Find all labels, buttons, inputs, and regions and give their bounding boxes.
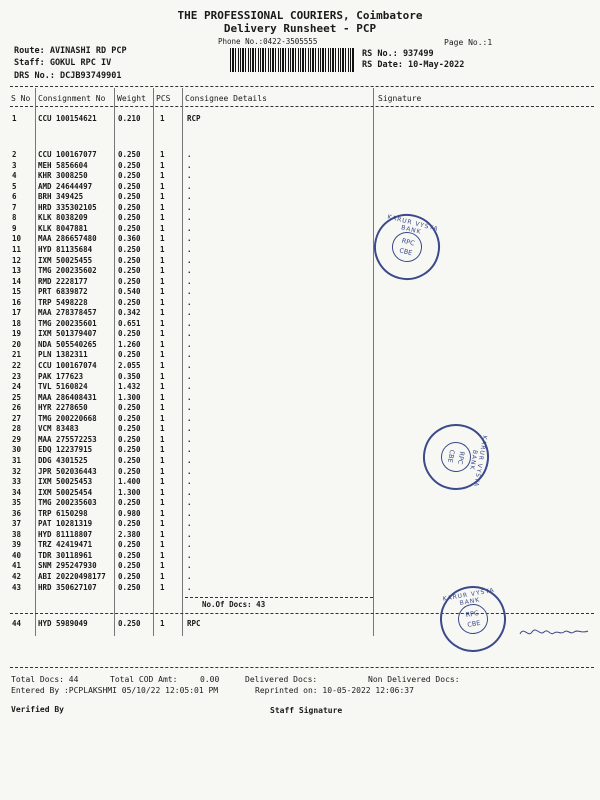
- row-det: .: [187, 297, 192, 307]
- row-pcs: 1: [160, 255, 165, 265]
- row-wt: 0.250: [118, 276, 141, 286]
- row-det: .: [187, 361, 192, 370]
- row-sno: 35: [12, 498, 22, 508]
- row-det: .: [187, 255, 192, 265]
- row-pcs: 1: [160, 455, 165, 465]
- row-pcs: 1: [160, 550, 165, 560]
- row-wt: 0.250: [118, 561, 141, 571]
- entered-by: Entered By :PCPLAKSHMI 05/10/22 12:05:01 PM: [11, 686, 219, 695]
- row-sno: 12: [12, 255, 22, 265]
- row-det: .: [187, 445, 192, 455]
- row-pcs: 1: [160, 371, 165, 381]
- row-wt: 0.210: [118, 114, 141, 123]
- row-sno: 41: [12, 561, 22, 571]
- row-sno: 6: [12, 192, 17, 202]
- row-pcs: 1: [160, 572, 165, 581]
- row-det: .: [187, 192, 192, 202]
- row-sno: 22: [12, 361, 22, 370]
- row-det: .: [187, 213, 192, 223]
- row-sno: 9: [12, 223, 17, 233]
- stamp-line2: CBE: [398, 246, 414, 258]
- row-sno: 18: [12, 318, 22, 328]
- row-det: .: [187, 434, 192, 444]
- row-sno: 25: [12, 392, 22, 402]
- row-cn: HYR 2278650: [38, 403, 88, 413]
- last-row-divider: [10, 613, 594, 614]
- row-sno: 28: [12, 424, 22, 434]
- row-pcs: 1: [160, 487, 165, 497]
- row-sno: 39: [12, 540, 22, 550]
- stamp-line1: RPC: [465, 609, 480, 620]
- row-det: .: [187, 160, 192, 170]
- row-pcs: 1: [160, 561, 165, 571]
- column-line: [35, 88, 36, 636]
- row-pcs: 1: [160, 339, 165, 349]
- company-title: THE PROFESSIONAL COURIERS, Coimbatore: [177, 9, 423, 22]
- row-cn: PRT 6839872: [38, 287, 88, 297]
- row-cn: IXM 50025454: [38, 487, 93, 497]
- row-wt: 0.250: [118, 181, 141, 191]
- row-det: .: [187, 487, 192, 497]
- row-cn: TMG 200235601: [38, 318, 97, 328]
- row-pcs: 1: [160, 498, 165, 508]
- handwritten-signature: [518, 622, 594, 642]
- row-pcs: 1: [160, 114, 165, 123]
- row-det: .: [187, 477, 192, 487]
- column-header-divider: [10, 106, 594, 107]
- row-wt: 0.250: [118, 403, 141, 413]
- row-cn: CCU 100167077: [38, 150, 97, 159]
- row-det: .: [187, 382, 192, 392]
- route: Route: AVINASHI RD PCP: [14, 46, 127, 56]
- row-cn: PAK 177623: [38, 371, 84, 381]
- row-cn: KLK 8047881: [38, 223, 88, 233]
- row-sno: 5: [12, 181, 17, 191]
- row-sno: 43: [12, 582, 22, 592]
- verified-by: Verified By: [11, 705, 64, 714]
- row-det: .: [187, 350, 192, 360]
- row-sno: 20: [12, 339, 22, 349]
- rs-number: RS No.: 937499: [362, 49, 434, 59]
- row-cn: TVL 5160824: [38, 382, 88, 392]
- row-pcs: 1: [160, 287, 165, 297]
- row-cn: TDR 30118961: [38, 550, 93, 560]
- row-wt: 0.360: [118, 234, 141, 244]
- barcode: [230, 48, 355, 72]
- column-line: [153, 88, 154, 636]
- row-pcs: 1: [160, 434, 165, 444]
- bank-stamp: [367, 207, 447, 287]
- row-pcs: 1: [160, 519, 165, 529]
- last-row-consignment: HYD 5989049: [38, 619, 88, 628]
- row-cn: TRZ 42419471: [38, 540, 93, 550]
- row-cn: AMD 24644497: [38, 181, 93, 191]
- row-sno: 14: [12, 276, 22, 286]
- delivered-docs: Delivered Docs:: [245, 675, 318, 684]
- row-cn: MAA 275572253: [38, 434, 97, 444]
- row-det: .: [187, 371, 192, 381]
- row-pcs: 1: [160, 508, 165, 518]
- row-wt: 0.250: [118, 519, 141, 529]
- document-title: Delivery Runsheet - PCP: [223, 22, 377, 35]
- reprinted-on: Reprinted on: 10-05-2022 12:06:37: [255, 686, 414, 695]
- row-cn: TRP 5498228: [38, 297, 88, 307]
- column-sno: S No: [11, 94, 31, 103]
- row-wt: 0.250: [118, 160, 141, 170]
- row-wt: 0.250: [118, 223, 141, 233]
- row-det: .: [187, 498, 192, 508]
- row-cn: MAA 278378457: [38, 308, 97, 318]
- row-wt: 0.980: [118, 508, 141, 518]
- row-wt: 0.250: [118, 550, 141, 560]
- row-wt: 0.250: [118, 434, 141, 444]
- row-det: .: [187, 424, 192, 434]
- row-cn: NDA 505540265: [38, 339, 97, 349]
- row-wt: 1.400: [118, 477, 141, 487]
- row-wt: 0.651: [118, 318, 141, 328]
- row-sno: 26: [12, 403, 22, 413]
- row-wt: 0.250: [118, 498, 141, 508]
- row-cn: RMD 2228177: [38, 276, 88, 286]
- row-det: .: [187, 508, 192, 518]
- row-pcs: 1: [160, 350, 165, 360]
- row-pcs: 1: [160, 297, 165, 307]
- row-det: .: [187, 150, 192, 159]
- row-cn: IXM 50025453: [38, 477, 93, 487]
- row-wt: 0.250: [118, 455, 141, 465]
- stamp-line1: RPC: [455, 450, 466, 465]
- staff: Staff: GOKUL RPC IV: [14, 58, 112, 68]
- row-wt: 2.380: [118, 529, 141, 539]
- row-cn: MEH 5856604: [38, 160, 88, 170]
- row-pcs: 1: [160, 477, 165, 487]
- row-cn: JPR 502036443: [38, 466, 97, 476]
- row-det: .: [187, 171, 192, 181]
- row-cn: KHR 3008250: [38, 171, 88, 181]
- row-det: .: [187, 244, 192, 254]
- row-det: .: [187, 561, 192, 571]
- row-cn: IXM 501379407: [38, 329, 97, 339]
- row-wt: 0.540: [118, 287, 141, 297]
- row-pcs: 1: [160, 192, 165, 202]
- row-cn: TMG 200235603: [38, 498, 97, 508]
- row-det: .: [187, 329, 192, 339]
- bank-stamp: [435, 581, 511, 657]
- docs-divider: [185, 597, 373, 598]
- row-det: .: [187, 550, 192, 560]
- row-sno: 34: [12, 487, 22, 497]
- row-det: .: [187, 339, 192, 349]
- row-det: .: [187, 234, 192, 244]
- row-pcs: 1: [160, 392, 165, 402]
- row-sno: 33: [12, 477, 22, 487]
- row-sno: 36: [12, 508, 22, 518]
- row-pcs: 1: [160, 213, 165, 223]
- row-sno: 3: [12, 160, 17, 170]
- row-wt: 2.055: [118, 361, 141, 370]
- column-line: [182, 88, 183, 636]
- row-det: .: [187, 223, 192, 233]
- row-det: .: [187, 308, 192, 318]
- row-sno: 8: [12, 213, 17, 223]
- row-sno: 37: [12, 519, 22, 529]
- row-det: .: [187, 276, 192, 286]
- row-wt: 0.250: [118, 445, 141, 455]
- column-signature: Signature: [378, 94, 422, 103]
- row-det: .: [187, 392, 192, 402]
- row-pcs: 1: [160, 276, 165, 286]
- row-pcs: 1: [160, 382, 165, 392]
- row-cn: KLK 8038209: [38, 213, 88, 223]
- row-sno: 21: [12, 350, 22, 360]
- row-sno: 7: [12, 202, 17, 212]
- row-pcs: 1: [160, 150, 165, 159]
- phone-number: Phone No.:0422-3505555: [218, 37, 318, 46]
- row-pcs: 1: [160, 266, 165, 276]
- column-consignment: Consignment No: [38, 94, 106, 103]
- row-cn: ABI 20220498177: [38, 572, 106, 581]
- column-line: [114, 88, 115, 636]
- row-wt: 0.250: [118, 582, 141, 592]
- row-sno: 11: [12, 244, 22, 254]
- row-pcs: 1: [160, 234, 165, 244]
- row-wt: 0.250: [118, 171, 141, 181]
- row-wt: 0.250: [118, 266, 141, 276]
- row-pcs: 1: [160, 424, 165, 434]
- row-cn: CCU 100167074: [38, 361, 97, 370]
- row-pcs: 1: [160, 329, 165, 339]
- column-line: [373, 88, 374, 636]
- row-det: .: [187, 413, 192, 423]
- row-det: .: [187, 519, 192, 529]
- row-pcs: 1: [160, 181, 165, 191]
- row-pcs: 1: [160, 466, 165, 476]
- row-cn: TMG 200235602: [38, 266, 97, 276]
- row-wt: 0.250: [118, 572, 141, 581]
- row-cn: VCM 83483: [38, 424, 79, 434]
- total-cod-label: Total COD Amt:: [110, 675, 178, 684]
- row-cn: IXM 50025455: [38, 255, 93, 265]
- row-pcs: 1: [160, 403, 165, 413]
- row-wt: 1.260: [118, 339, 141, 349]
- last-row-pcs: 1: [160, 619, 165, 628]
- stamp-ring-text: KARUR VYSYA BANK: [442, 586, 496, 608]
- staff-signature: Staff Signature: [270, 706, 343, 715]
- row-sno: 32: [12, 466, 22, 476]
- row-sno: 19: [12, 329, 22, 339]
- row-sno: 24: [12, 382, 22, 392]
- row-wt: 0.342: [118, 308, 141, 318]
- bank-stamp: [418, 419, 494, 495]
- row-pcs: 1: [160, 361, 165, 370]
- row-sno: 23: [12, 371, 22, 381]
- stamp-ring-text: KARUR VYSYA BANK: [386, 213, 440, 236]
- row-wt: 1.432: [118, 382, 141, 392]
- row-sno: 27: [12, 413, 22, 423]
- row-sno: 13: [12, 266, 22, 276]
- row-cn: PLN 1382311: [38, 350, 88, 360]
- row-pcs: 1: [160, 223, 165, 233]
- no-of-docs: No.Of Docs: 43: [202, 600, 266, 609]
- row-sno: 15: [12, 287, 22, 297]
- row-det: .: [187, 582, 192, 592]
- row-sno: 17: [12, 308, 22, 318]
- column-weight: Weight: [117, 94, 146, 103]
- row-sno: 10: [12, 234, 22, 244]
- row-sno: 1: [12, 114, 17, 123]
- footer-divider: [10, 667, 594, 668]
- row-cn: BRH 349425: [38, 192, 84, 202]
- rs-date: RS Date: 10-May-2022: [362, 60, 465, 70]
- row-pcs: 1: [160, 308, 165, 318]
- row-det: .: [187, 540, 192, 550]
- last-row-weight: 0.250: [118, 619, 141, 628]
- row-pcs: 1: [160, 318, 165, 328]
- row-wt: 0.250: [118, 255, 141, 265]
- row-det: .: [187, 403, 192, 413]
- row-det: RCP: [187, 114, 201, 123]
- row-cn: EDQ 12237915: [38, 445, 93, 455]
- row-pcs: 1: [160, 540, 165, 550]
- row-cn: MAA 286408431: [38, 392, 97, 402]
- drs-number: DRS No.: DCJB93749901: [14, 71, 122, 81]
- row-det: .: [187, 455, 192, 465]
- row-pcs: 1: [160, 160, 165, 170]
- row-wt: 0.250: [118, 424, 141, 434]
- row-pcs: 1: [160, 202, 165, 212]
- row-sno: 29: [12, 434, 22, 444]
- row-cn: PAT 10281319: [38, 519, 93, 529]
- row-cn: MAA 286657480: [38, 234, 97, 244]
- row-sno: 30: [12, 445, 22, 455]
- row-cn: HRD 335302105: [38, 202, 97, 212]
- row-det: .: [187, 181, 192, 191]
- row-wt: 1.300: [118, 487, 141, 497]
- row-wt: 1.300: [118, 392, 141, 402]
- last-row-sno: 44: [12, 619, 22, 628]
- last-row-details: RPC: [187, 619, 201, 628]
- row-sno: 42: [12, 572, 22, 581]
- row-sno: 31: [12, 455, 22, 465]
- row-sno: 4: [12, 171, 17, 181]
- row-wt: 0.250: [118, 297, 141, 307]
- row-sno: 16: [12, 297, 22, 307]
- row-det: .: [187, 287, 192, 297]
- row-wt: 0.350: [118, 371, 141, 381]
- row-wt: 0.250: [118, 192, 141, 202]
- row-pcs: 1: [160, 445, 165, 455]
- row-pcs: 1: [160, 529, 165, 539]
- row-pcs: 1: [160, 413, 165, 423]
- row-det: .: [187, 572, 192, 581]
- row-wt: 0.250: [118, 466, 141, 476]
- total-cod-value: 0.00: [200, 675, 220, 684]
- row-cn: CCU 100154621: [38, 114, 97, 123]
- header-divider: [10, 86, 594, 87]
- row-wt: 0.250: [118, 202, 141, 212]
- row-pcs: 1: [160, 171, 165, 181]
- row-wt: 0.250: [118, 329, 141, 339]
- row-wt: 0.250: [118, 540, 141, 550]
- row-cn: HYD 81118807: [38, 529, 93, 539]
- column-consignee: Consignee Details: [185, 94, 267, 103]
- row-wt: 0.250: [118, 213, 141, 223]
- row-sno: 2: [12, 150, 17, 159]
- row-cn: TMG 200220668: [38, 413, 97, 423]
- row-det: .: [187, 266, 192, 276]
- page-number: Page No.:1: [444, 38, 493, 47]
- column-pcs: PCS: [156, 94, 171, 103]
- row-det: .: [187, 466, 192, 476]
- row-sno: 40: [12, 550, 22, 560]
- stamp-line2: CBE: [445, 448, 457, 464]
- stamp-ring-text: KARUR VYSYA BANK: [467, 434, 489, 488]
- total-docs: Total Docs: 44: [11, 675, 79, 684]
- row-det: .: [187, 318, 192, 328]
- stamp-line1: RPC: [400, 236, 416, 248]
- row-cn: HRD 350627107: [38, 582, 97, 592]
- row-pcs: 1: [160, 244, 165, 254]
- row-cn: SNM 295247930: [38, 561, 97, 571]
- stamp-line2: CBE: [466, 618, 482, 630]
- non-delivered-docs: Non Delivered Docs:: [368, 675, 460, 684]
- row-cn: TRP 6150298: [38, 508, 88, 518]
- row-sno: 38: [12, 529, 22, 539]
- row-pcs: 1: [160, 582, 165, 592]
- row-wt: 0.250: [118, 150, 141, 159]
- row-wt: 0.250: [118, 244, 141, 254]
- row-det: .: [187, 202, 192, 212]
- row-wt: 0.250: [118, 350, 141, 360]
- row-cn: HYD 81135684: [38, 244, 93, 254]
- row-wt: 0.250: [118, 413, 141, 423]
- row-cn: DDG 4301525: [38, 455, 88, 465]
- row-det: .: [187, 529, 192, 539]
